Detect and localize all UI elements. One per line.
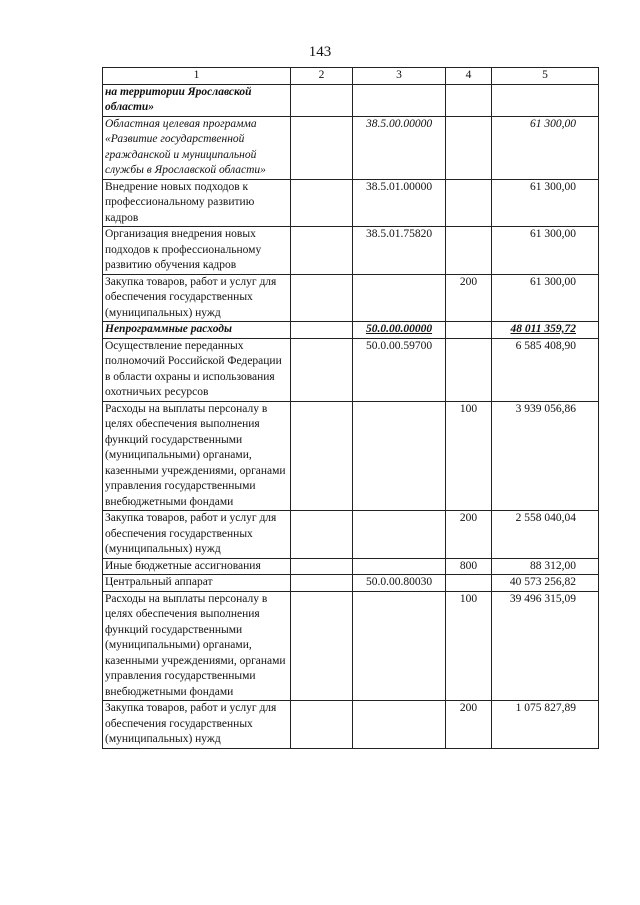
row-name: на территории Ярославской области» <box>103 84 291 116</box>
table-header-row <box>103 68 599 85</box>
row-col2 <box>291 227 353 275</box>
row-type <box>446 116 492 179</box>
row-col2 <box>291 322 353 339</box>
row-type <box>446 179 492 227</box>
row-type: 200 <box>446 274 492 322</box>
row-col2 <box>291 84 353 116</box>
row-name: Закупка товаров, работ и услуг для обеспечения государственных (муниципальных) нужд <box>103 511 291 559</box>
row-code <box>353 558 446 575</box>
row-col2 <box>291 179 353 227</box>
row-amount: 48 011 359,72 <box>492 322 599 339</box>
row-type: 200 <box>446 701 492 749</box>
row-col2 <box>291 338 353 401</box>
row-amount: 88 312,00 <box>492 558 599 575</box>
row-name: Иные бюджетные ассигнования <box>103 558 291 575</box>
column-header: 2 <box>291 68 353 85</box>
table-row <box>103 179 599 227</box>
row-col2 <box>291 575 353 592</box>
column-header: 4 <box>446 68 492 85</box>
table-row <box>103 227 599 275</box>
table-row <box>103 701 599 749</box>
table-row <box>103 84 599 116</box>
table-row <box>103 322 599 339</box>
row-amount <box>492 84 599 116</box>
row-name: Центральный аппарат <box>103 575 291 592</box>
row-code <box>353 401 446 511</box>
row-col2 <box>291 511 353 559</box>
table-row <box>103 401 599 511</box>
table-row <box>103 274 599 322</box>
row-name: Закупка товаров, работ и услуг для обеспечения государственных (муниципальных) нужд <box>103 701 291 749</box>
row-name: Осуществление переданных полномочий Российской Федерации в области охраны и использования охотничьих ресурсов <box>103 338 291 401</box>
row-amount: 61 300,00 <box>492 274 599 322</box>
table-row <box>103 511 599 559</box>
table-row <box>103 116 599 179</box>
row-code <box>353 274 446 322</box>
row-type <box>446 322 492 339</box>
row-amount: 40 573 256,82 <box>492 575 599 592</box>
row-col2 <box>291 558 353 575</box>
row-code <box>353 701 446 749</box>
table-row <box>103 338 599 401</box>
row-name: Областная целевая программа «Развитие государственной гражданской и муниципальной службы в Ярославской области» <box>103 116 291 179</box>
table-row <box>103 591 599 701</box>
row-code: 50.0.00.80030 <box>353 575 446 592</box>
row-name: Внедрение новых подходов к профессиональному развитию кадров <box>103 179 291 227</box>
row-amount: 39 496 315,09 <box>492 591 599 701</box>
row-code: 38.5.00.00000 <box>353 116 446 179</box>
row-col2 <box>291 274 353 322</box>
row-type: 800 <box>446 558 492 575</box>
row-name: Расходы на выплаты персоналу в целях обеспечения выполнения функций государственными (муниципальными) органами, казенными учреждениями, органами управления государственными внебюджетными фондами <box>103 401 291 511</box>
row-name: Организация внедрения новых подходов к профессиональному развитию обучения кадров <box>103 227 291 275</box>
table-row <box>103 575 599 592</box>
row-type <box>446 84 492 116</box>
row-type <box>446 575 492 592</box>
row-code <box>353 84 446 116</box>
row-code: 38.5.01.00000 <box>353 179 446 227</box>
row-amount: 61 300,00 <box>492 179 599 227</box>
row-amount: 2 558 040,04 <box>492 511 599 559</box>
row-col2 <box>291 591 353 701</box>
column-header: 3 <box>353 68 446 85</box>
table-row <box>103 558 599 575</box>
row-col2 <box>291 116 353 179</box>
row-col2 <box>291 701 353 749</box>
row-type: 100 <box>446 591 492 701</box>
row-name: Расходы на выплаты персоналу в целях обеспечения выполнения функций государственными (муниципальными) органами, казенными учреждениями, органами управления государственными внебюджетными фондами <box>103 591 291 701</box>
column-header: 5 <box>492 68 599 85</box>
row-amount: 61 300,00 <box>492 227 599 275</box>
row-amount: 6 585 408,90 <box>492 338 599 401</box>
row-code: 50.0.00.59700 <box>353 338 446 401</box>
row-amount: 61 300,00 <box>492 116 599 179</box>
row-col2 <box>291 401 353 511</box>
row-type: 200 <box>446 511 492 559</box>
row-code: 38.5.01.75820 <box>353 227 446 275</box>
row-amount: 3 939 056,86 <box>492 401 599 511</box>
row-type <box>446 338 492 401</box>
row-code <box>353 511 446 559</box>
row-type <box>446 227 492 275</box>
row-code: 50.0.00.00000 <box>353 322 446 339</box>
row-name: Закупка товаров, работ и услуг для обеспечения государственных (муниципальных) нужд <box>103 274 291 322</box>
row-name: Непрограммные расходы <box>103 322 291 339</box>
row-code <box>353 591 446 701</box>
column-header: 1 <box>103 68 291 85</box>
row-type: 100 <box>446 401 492 511</box>
page-number: 143 <box>308 44 332 60</box>
row-amount: 1 075 827,89 <box>492 701 599 749</box>
budget-table <box>102 67 599 749</box>
